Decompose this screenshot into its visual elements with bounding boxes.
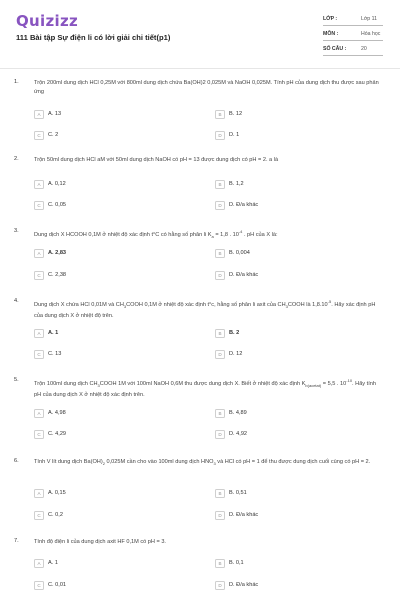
option-b[interactable] (215, 487, 247, 499)
option-b[interactable] (215, 557, 244, 569)
question-text: Trộn 200ml dung dịch HCl 0,25M với 800ml dung dịch chứa Ba(OH)2 0,025M và NaOH 0,025M. Tính pH của dung dịch thu được sau phản ứng (34, 80, 379, 95)
option-b[interactable] (215, 247, 250, 259)
option-text: A. 0,12 (48, 181, 66, 187)
question-text: Trộn 50ml dung dịch HCl aM với 50ml dung dịch NaOH có pH = 13 được dung dịch có pH = 2. a là (34, 157, 279, 163)
option-letter-badge: C (34, 511, 44, 520)
option-d[interactable] (215, 129, 239, 141)
option-a[interactable] (34, 557, 58, 569)
option-letter-badge: D (215, 511, 225, 520)
option-letter-badge: A (34, 329, 44, 338)
question-text: Dung dịch X HCOOH 0,1M ở nhiệt độ xác định t°C có hằng số phân li $K_a = 1,8$ . $10^{-4}$ . pH của X là: (34, 229, 278, 239)
option-c[interactable] (34, 509, 63, 521)
option-text: A. 0,15 (48, 490, 66, 496)
option-letter-badge: C (34, 581, 44, 590)
option-text: D. 1 (229, 132, 240, 138)
option-text: B. 0,51 (229, 490, 247, 496)
option-c[interactable] (34, 579, 66, 591)
option-text: B. 12 (229, 111, 243, 117)
worksheet-title: 111 Bài tập Sự điện li có lời giải chi tiết(p1) (16, 33, 171, 42)
option-c[interactable] (34, 428, 66, 440)
option-d[interactable] (215, 199, 258, 211)
question-text: Trộn 100ml dung dịch $CH_3COOH$ 1M với 100ml NaOH 0,6M thu được dung dịch X. Biết ở nhiệt độ xác định $K_{b(acetat)} = 5,5$ . $10^{-10}$. Hãy tính pH của dung dịch X ở nhiệt độ xác định trên. (34, 378, 376, 398)
option-text: C. 0,05 (48, 202, 67, 208)
option-letter-badge: B (215, 329, 225, 338)
option-text: D. 4,92 (229, 431, 248, 437)
option-letter-badge: A (34, 110, 44, 119)
option-letter-badge: C (34, 271, 44, 280)
option-text: A. 4,98 (48, 410, 66, 416)
option-letter-badge: C (34, 430, 44, 439)
header-divider (0, 68, 400, 69)
question-text: Tính độ điện li của dung dịch axit HF 0,1M có pH = 3. (34, 539, 166, 545)
option-letter-badge: A (34, 559, 44, 568)
option-letter-badge: C (34, 131, 44, 140)
meta-divider (323, 25, 383, 26)
option-a[interactable] (34, 327, 58, 339)
option-b[interactable] (215, 108, 242, 120)
option-letter-badge: D (215, 581, 225, 590)
option-letter-badge: D (215, 271, 225, 280)
option-letter-badge: A (34, 180, 44, 189)
question-number: 2. (14, 156, 19, 162)
option-letter-badge: B (215, 110, 225, 119)
option-text: D. Đ/a khác (229, 202, 259, 208)
option-a[interactable] (34, 487, 66, 499)
option-text: C. 2,38 (48, 272, 67, 278)
option-text: A. 1 (48, 330, 59, 336)
question-number: 4. (14, 298, 19, 304)
meta-count-value: 20 (361, 46, 367, 52)
meta-divider (323, 40, 383, 41)
option-text: B. 0,004 (229, 250, 250, 256)
option-d[interactable] (215, 509, 258, 521)
option-letter-badge: A (34, 489, 44, 498)
option-letter-badge: B (215, 489, 225, 498)
option-c[interactable] (34, 199, 66, 211)
option-text: B. 4,89 (229, 410, 247, 416)
worksheet-header (0, 0, 400, 66)
option-text: A. 1 (48, 560, 58, 566)
option-text: C. 2 (48, 132, 59, 138)
option-letter-badge: A (34, 409, 44, 418)
meta-class-value: Lớp 11 (361, 16, 377, 22)
option-letter-badge: D (215, 430, 225, 439)
option-d[interactable] (215, 269, 258, 281)
option-text: A. 2,83 (48, 250, 67, 256)
option-letter-badge: D (215, 350, 225, 359)
option-text: B. 2 (229, 330, 240, 336)
question-text: Dung dịch X chứa HCl 0,01M và $CH_3COOH$ 0,1M ở nhiệt độ xác định t°c, hằng số phân li axit của $CH_3COOH$ là $1,8.10^{-5}$. Hãy xác định pH của dung dịch X ở nhiệt độ trên. (34, 299, 376, 319)
option-letter-badge: D (215, 201, 225, 210)
option-text: C. 0,2 (48, 512, 63, 518)
option-text: C. 13 (48, 351, 62, 357)
option-letter-badge: B (215, 249, 225, 258)
option-d[interactable] (215, 579, 258, 591)
question-number: 6. (14, 458, 19, 464)
option-letter-badge: B (215, 409, 225, 418)
option-b[interactable] (215, 407, 247, 419)
option-a[interactable] (34, 178, 66, 190)
quizizz-logo: Quizizz (16, 12, 79, 30)
option-text: C. 0,01 (48, 582, 67, 588)
option-a[interactable] (34, 247, 66, 259)
meta-subject-label: MÔN : (323, 31, 339, 37)
option-letter-badge: B (215, 559, 225, 568)
meta-divider (323, 55, 383, 56)
option-letter-badge: D (215, 131, 225, 140)
option-letter-badge: C (34, 201, 44, 210)
option-b[interactable] (215, 327, 239, 339)
option-text: A. 13 (48, 111, 62, 117)
meta-subject-value: Hóa học (361, 31, 381, 37)
option-d[interactable] (215, 428, 247, 440)
option-letter-badge: B (215, 180, 225, 189)
option-text: D. 12 (229, 351, 243, 357)
option-text: B. 1,2 (229, 181, 244, 187)
question-number: 7. (14, 538, 19, 544)
option-text: D. Đ/a khác (229, 582, 259, 588)
option-a[interactable] (34, 407, 66, 419)
question-number: 1. (14, 79, 19, 85)
meta-count-label: SỐ CÂU : (323, 46, 347, 52)
question-number: 3. (14, 228, 19, 234)
option-text: D. Đ/a khác (229, 272, 259, 278)
option-c[interactable] (34, 269, 66, 281)
option-a[interactable] (34, 108, 61, 120)
option-b[interactable] (215, 178, 244, 190)
option-d[interactable] (215, 348, 242, 360)
option-text: D. Đ/a khác (229, 512, 259, 518)
option-c[interactable] (34, 129, 58, 141)
option-letter-badge: C (34, 350, 44, 359)
question-number: 5. (14, 377, 19, 383)
option-text: C. 4,29 (48, 431, 67, 437)
option-letter-badge: A (34, 249, 44, 258)
option-text: B. 0,1 (229, 560, 244, 566)
question-text: Tính V lít dung dịch $Ba(OH)_2$ 0,025M cần cho vào 100ml dung dịch $HNO_3$ và HCl có pH = 1 để thu được dung dịch cuối cùng có pH = 2. (34, 459, 371, 467)
meta-class-label: LỚP : (323, 16, 338, 22)
option-c[interactable] (34, 348, 61, 360)
